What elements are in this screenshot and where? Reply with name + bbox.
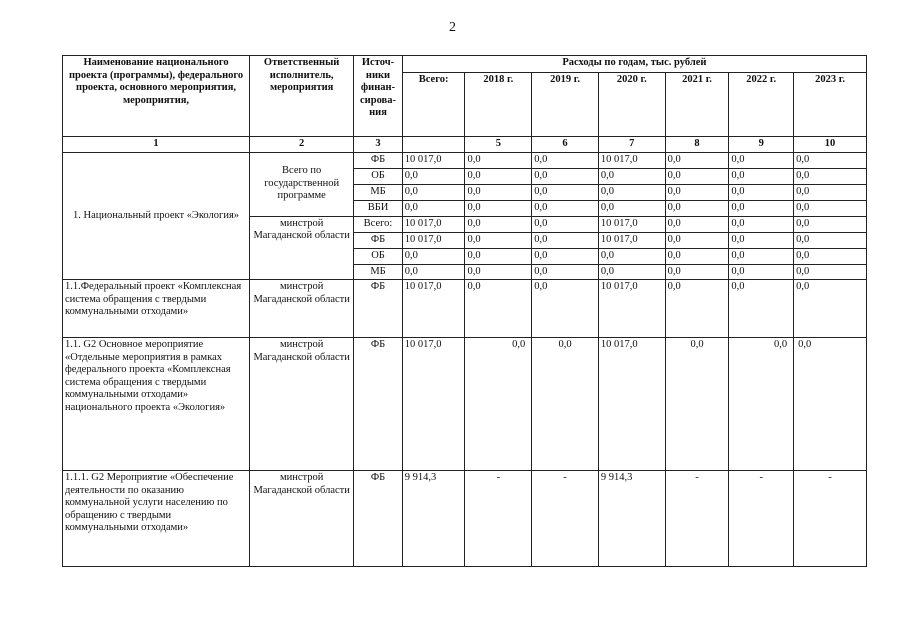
value-cell: 0,0 <box>532 232 599 248</box>
table-row <box>63 280 867 338</box>
value-cell: 0,0 <box>794 338 867 471</box>
value-cell: 10 017,0 <box>598 280 665 338</box>
value-cell: 0,0 <box>465 216 532 232</box>
header-year-2021: 2021 г. <box>665 73 729 137</box>
value-cell: 0,0 <box>665 184 729 200</box>
value-cell: 0,0 <box>665 264 729 280</box>
value-cell: 0,0 <box>794 264 867 280</box>
value-cell: 0,0 <box>729 152 794 168</box>
source-cell: ФБ <box>354 280 403 338</box>
value-cell: 0,0 <box>402 168 465 184</box>
header-year-2023: 2023 г. <box>794 73 867 137</box>
executor-ministry: минстрой Магаданской области <box>250 280 354 338</box>
value-cell: 0,0 <box>598 264 665 280</box>
value-cell: 0,0 <box>532 248 599 264</box>
source-cell: МБ <box>354 264 403 280</box>
executor-ministry: минстрой Магаданской области <box>250 216 354 280</box>
value-cell: 0,0 <box>729 200 794 216</box>
col-number: 1 <box>63 137 250 153</box>
national-project-title: 1. Национальный проект «Экология» <box>63 152 250 280</box>
value-cell: 0,0 <box>794 200 867 216</box>
col-number: 5 <box>465 137 532 153</box>
source-cell: Всего: <box>354 216 403 232</box>
value-cell: 0,0 <box>729 168 794 184</box>
value-cell: 0,0 <box>794 152 867 168</box>
value-cell: 0,0 <box>729 338 794 471</box>
column-numbers-row <box>63 137 867 153</box>
header-expenses: Расходы по годам, тыс. рублей <box>402 56 866 73</box>
executor-ministry: минстрой Магаданской области <box>250 471 354 567</box>
source-cell: ФБ <box>354 338 403 471</box>
value-cell: 0,0 <box>794 168 867 184</box>
value-cell: 0,0 <box>665 168 729 184</box>
value-cell: 0,0 <box>532 152 599 168</box>
source-cell: ВБИ <box>354 200 403 216</box>
header-year-2019: 2019 г. <box>532 73 599 137</box>
header-year-2018: 2018 г. <box>465 73 532 137</box>
table-row <box>63 471 867 567</box>
page-number: 2 <box>449 20 456 35</box>
header-name: Наименование национального проекта (программы), федерального проекта, основного мероприятия, мероприятия, <box>63 56 250 137</box>
value-cell: 0,0 <box>532 338 599 471</box>
header-executor: Ответственный исполнитель, мероприятия <box>250 56 354 137</box>
value-cell: 10 017,0 <box>402 338 465 471</box>
table-row <box>63 338 867 471</box>
header-source: Источ-ники финан-сирова-ния <box>354 56 403 137</box>
value-cell: 9 914,3 <box>402 471 465 567</box>
value-cell: 0,0 <box>532 264 599 280</box>
value-cell: 0,0 <box>402 248 465 264</box>
value-cell: 0,0 <box>665 232 729 248</box>
value-cell: 10 017,0 <box>402 232 465 248</box>
value-cell: 10 017,0 <box>402 216 465 232</box>
value-cell: 0,0 <box>665 216 729 232</box>
value-cell: - <box>465 471 532 567</box>
value-cell: 0,0 <box>465 232 532 248</box>
value-cell: 0,0 <box>532 184 599 200</box>
header-year-total: Всего: <box>402 73 465 137</box>
budget-table <box>62 55 867 567</box>
value-cell: 0,0 <box>794 248 867 264</box>
col-number: 9 <box>729 137 794 153</box>
col-number: 3 <box>354 137 403 153</box>
value-cell: 0,0 <box>532 280 599 338</box>
col-number: 2 <box>250 137 354 153</box>
value-cell: 0,0 <box>729 216 794 232</box>
source-cell: ОБ <box>354 168 403 184</box>
source-cell: МБ <box>354 184 403 200</box>
col-number <box>402 137 465 153</box>
value-cell: 10 017,0 <box>598 232 665 248</box>
value-cell: - <box>665 471 729 567</box>
value-cell: 10 017,0 <box>598 152 665 168</box>
federal-project-title: 1.1.Федеральный проект «Комплексная система обращения с твердыми коммунальными отходами» <box>63 280 250 338</box>
source-cell: ФБ <box>354 152 403 168</box>
value-cell: 0,0 <box>794 184 867 200</box>
main-activity-title: 1.1. G2 Основное мероприятие «Отдельные мероприятия в рамках федерального проекта «Комплексная система обращения с твердыми коммунальными отходами» национального проекта «Экология» <box>63 338 250 471</box>
value-cell: 9 914,3 <box>598 471 665 567</box>
activity-title: 1.1.1. G2 Мероприятие «Обеспечение деятельности по оказанию коммунальной услуги населению по обращению с твердыми коммунальными отходами» <box>63 471 250 567</box>
value-cell: 0,0 <box>465 184 532 200</box>
executor-total: Всего по государственной программе <box>250 152 354 216</box>
value-cell: 0,0 <box>598 200 665 216</box>
value-cell: 0,0 <box>729 248 794 264</box>
header-year-2022: 2022 г. <box>729 73 794 137</box>
col-number: 6 <box>532 137 599 153</box>
value-cell: 0,0 <box>465 248 532 264</box>
value-cell: 0,0 <box>794 232 867 248</box>
value-cell: 0,0 <box>402 200 465 216</box>
value-cell: 0,0 <box>665 248 729 264</box>
value-cell: 0,0 <box>729 280 794 338</box>
value-cell: 0,0 <box>465 338 532 471</box>
value-cell: 0,0 <box>465 168 532 184</box>
value-cell: 0,0 <box>598 168 665 184</box>
value-cell: 0,0 <box>729 184 794 200</box>
value-cell: 0,0 <box>465 200 532 216</box>
value-cell: 10 017,0 <box>402 152 465 168</box>
executor-ministry: минстрой Магаданской области <box>250 338 354 471</box>
value-cell: 0,0 <box>665 200 729 216</box>
value-cell: 0,0 <box>794 280 867 338</box>
value-cell: 0,0 <box>402 184 465 200</box>
value-cell: 0,0 <box>729 232 794 248</box>
source-cell: ФБ <box>354 471 403 567</box>
table-row <box>63 152 867 168</box>
value-cell: 0,0 <box>794 216 867 232</box>
value-cell: 0,0 <box>532 200 599 216</box>
source-cell: ФБ <box>354 232 403 248</box>
value-cell: 0,0 <box>665 152 729 168</box>
value-cell: - <box>794 471 867 567</box>
value-cell: 10 017,0 <box>598 338 665 471</box>
value-cell: 0,0 <box>729 264 794 280</box>
header-year-2020: 2020 г. <box>598 73 665 137</box>
value-cell: 10 017,0 <box>402 280 465 338</box>
value-cell: 0,0 <box>532 168 599 184</box>
col-number: 7 <box>598 137 665 153</box>
value-cell: 0,0 <box>465 280 532 338</box>
value-cell: 0,0 <box>665 338 729 471</box>
value-cell: 10 017,0 <box>598 216 665 232</box>
value-cell: 0,0 <box>665 280 729 338</box>
value-cell: - <box>729 471 794 567</box>
source-cell: ОБ <box>354 248 403 264</box>
col-number: 8 <box>665 137 729 153</box>
value-cell: 0,0 <box>402 264 465 280</box>
value-cell: 0,0 <box>465 152 532 168</box>
value-cell: 0,0 <box>598 184 665 200</box>
value-cell: 0,0 <box>598 248 665 264</box>
col-number: 10 <box>794 137 867 153</box>
value-cell: - <box>532 471 599 567</box>
value-cell: 0,0 <box>532 216 599 232</box>
value-cell: 0,0 <box>465 264 532 280</box>
